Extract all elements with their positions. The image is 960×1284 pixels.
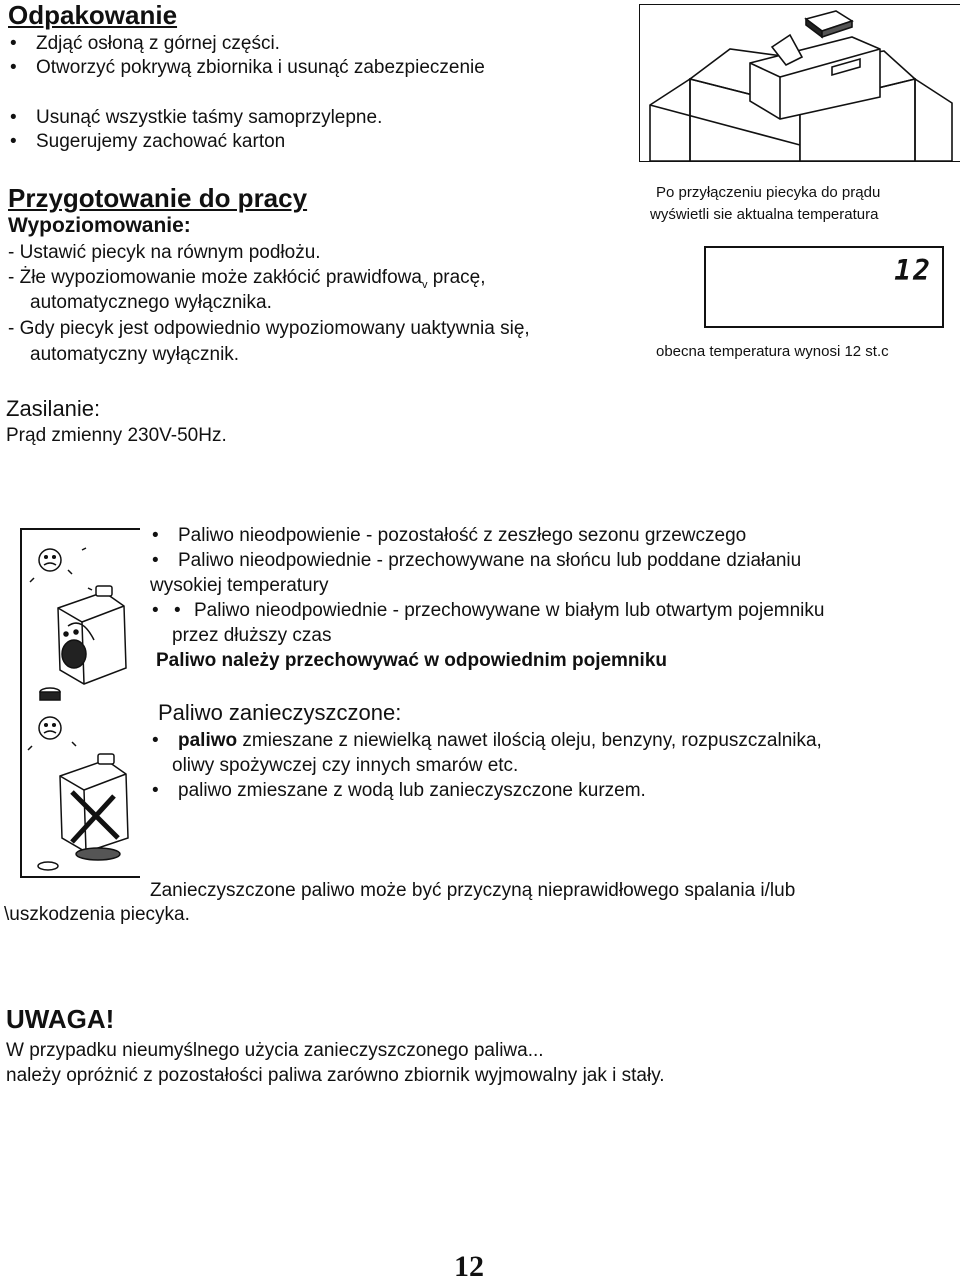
- warning-line: należy opróżnić z pozostałości paliwa zarówno zbiornik wyjmowalny jak i stały.: [6, 1065, 665, 1086]
- unpacking-item: • Zdjąć osłoną z górnej części.: [10, 33, 280, 55]
- leveling-line-tail: pracę,: [427, 267, 486, 288]
- display-note: wyświetli sie aktualna temperatura: [650, 206, 879, 223]
- fuel-item: • Paliwo nieodpowiednie - przechowywane na słońcu lub poddane działaniu: [152, 550, 801, 572]
- leveling-line: [8, 267, 486, 291]
- display-note: Po przyłączeniu piecyka do prądu: [656, 184, 881, 201]
- fuel-can-icon: [22, 530, 140, 876]
- heater-in-box-icon: [640, 5, 960, 161]
- leveling-line: - Ustawić piecyk na równym podłożu.: [8, 242, 321, 263]
- warning-line: W przypadku nieumyślnego użycia zanieczyszczonego paliwa...: [6, 1040, 544, 1061]
- leveling-line: - Gdy piecyk jest odpowiednio wypoziomowany uaktywnia się,: [8, 318, 530, 339]
- fuel-item: • • Paliwo nieodpowiednie - przechowywane w białym lub otwartym pojemniku: [152, 600, 825, 621]
- contaminated-continuation: oliwy spożywczej czy innych smarów etc.: [172, 755, 519, 776]
- fuel-bold-note: Paliwo należy przechowywać w odpowiednim pojemniku: [156, 650, 667, 671]
- unpacking-item: • Otworzyć pokrywą zbiornika i usunąć zabezpieczenie: [10, 57, 485, 79]
- fuel-item-continuation: przez dłuższy czas: [172, 625, 332, 646]
- damage-note: \uszkodzenia piecyka.: [4, 904, 190, 925]
- leveling-line-sub: v: [421, 278, 428, 291]
- fuel-item-continuation: wysokiej temperatury: [150, 575, 329, 596]
- power-title: Zasilanie:: [6, 396, 101, 421]
- leveling-title: Wypoziomowanie:: [8, 214, 191, 237]
- display-caption: obecna temperatura wynosi 12 st.c: [656, 343, 889, 360]
- fuel-illustration: [20, 528, 140, 878]
- contaminated-item: [152, 730, 822, 752]
- unpacking-title: Odpakowanie: [8, 0, 178, 30]
- unpacking-item: • Usunąć wszystkie taśmy samoprzylepne.: [10, 107, 382, 129]
- fuel-item: • Paliwo nieodpowienie - pozostałość z zeszłego sezonu grzewczego: [152, 525, 746, 547]
- lcd-temperature-value: 12: [894, 254, 932, 287]
- damage-note: Zanieczyszczone paliwo może być przyczyną nieprawidłowego spalania i/lub: [150, 880, 796, 901]
- leveling-line: automatyczny wyłącznik.: [30, 344, 240, 365]
- leveling-line-text: - Żłe wypoziomowanie może zakłócić prawidfowa: [8, 267, 422, 288]
- contaminated-text: zmieszane z niewielką nawet ilością oleju, benzyny, rozpuszczalnika,: [237, 730, 822, 751]
- contaminated-title: Paliwo zanieczyszczone:: [158, 700, 402, 725]
- power-text: Prąd zmienny 230V-50Hz.: [6, 425, 227, 446]
- contaminated-bold: paliwo: [178, 730, 238, 751]
- page-number: 12: [454, 1250, 484, 1283]
- fuel-item-text: Paliwo nieodpowiednie - przechowywane w białym lub otwartym pojemniku: [194, 600, 825, 621]
- leveling-line: automatycznego wyłącznika.: [30, 292, 272, 313]
- box-illustration: [639, 4, 960, 162]
- unpacking-item: • Sugerujemy zachować karton: [10, 131, 285, 153]
- lcd-display: [704, 246, 944, 328]
- warning-title: UWAGA!: [6, 1004, 115, 1034]
- preparation-title: Przygotowanie do pracy: [8, 183, 308, 213]
- contaminated-item: • paliwo zmieszane z wodą lub zanieczyszczone kurzem.: [152, 780, 646, 802]
